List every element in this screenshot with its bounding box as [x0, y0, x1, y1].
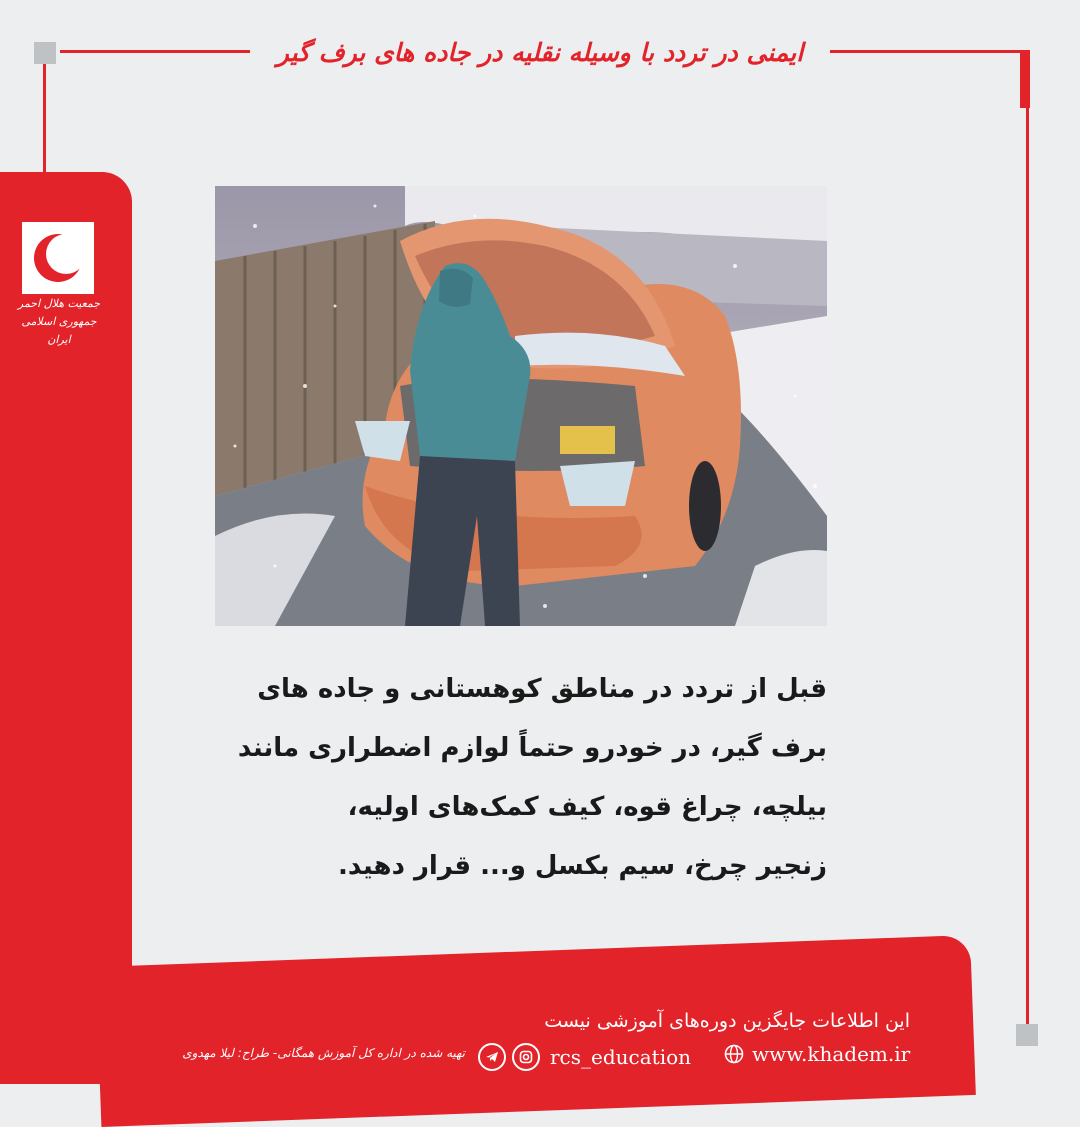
- frame-left: [43, 50, 46, 180]
- page-title: ایمنی در تردد با وسیله نقلیه در جاده های برف گیر: [250, 32, 830, 72]
- safety-message-line3: بیلچه، چراغ قوه، کیف کمک‌های اولیه،: [347, 792, 827, 822]
- brand-name-line1: جمعیت هلال احمر: [17, 297, 101, 310]
- corner-square-bottom-right: [1016, 1024, 1038, 1046]
- website-url[interactable]: www.khadem.ir: [752, 1042, 911, 1066]
- car-hood-open-snow-illustration: [215, 186, 827, 626]
- brand-name-line2: جمهوری اسلامی ایران: [21, 315, 97, 346]
- website-link[interactable]: [724, 1042, 910, 1066]
- safety-message-line4: زنجیر چرخ، سیم بکسل و... قرار دهید.: [338, 851, 827, 881]
- telegram-icon[interactable]: [478, 1043, 506, 1071]
- red-crescent-icon: [22, 222, 94, 294]
- footer-disclaimer: این اطلاعات جایگزین دوره‌های آموزشی نیست: [544, 1010, 910, 1032]
- brand-name: [14, 295, 104, 349]
- footer-credit: تهیه شده در اداره کل آموزش همگانی- طراح: لیلا مهدوی: [182, 1046, 465, 1060]
- safety-message-line2: برف گیر، در خودرو حتماً لوازم اضطراری مانند: [237, 733, 827, 763]
- frame-right: [1026, 50, 1029, 1040]
- instagram-icon[interactable]: [512, 1043, 540, 1071]
- frame-top-left: [60, 50, 250, 53]
- corner-square-top-left: [34, 42, 56, 64]
- safety-message-line1: قبل از تردد در مناطق کوهستانی و جاده های: [257, 674, 827, 704]
- safety-message: [215, 660, 827, 896]
- social-handle[interactable]: rcs_education: [550, 1045, 692, 1069]
- globe-icon: [724, 1044, 744, 1064]
- social-links: [478, 1040, 691, 1074]
- frame-top-right: [830, 50, 1030, 53]
